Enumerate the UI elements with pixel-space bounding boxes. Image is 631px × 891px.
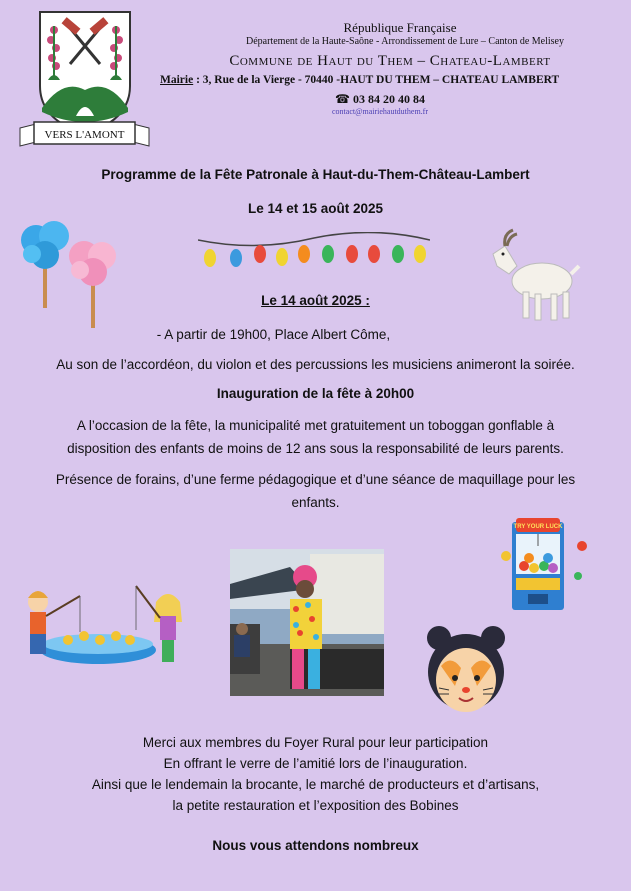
program-title: Programme de la Fête Patronale à Haut-du-Them-Château-Lambert (101, 167, 530, 182)
claw-machine-sign: TRY YOUR LUCK (513, 524, 563, 530)
thanks-line-4: la petite restauration et l’exposition des Bobines (172, 798, 459, 813)
day1-heading: Le 14 août 2025 : (261, 293, 370, 308)
clown-photo (230, 549, 384, 696)
department-line: Département de la Haute-Saône - Arrondissement de Lure – Canton de Melisey (246, 36, 564, 47)
republic-line: République Française (343, 20, 457, 35)
email-link[interactable]: contact@mairiehautduthem.fr (332, 107, 428, 116)
string-lights-illustration (198, 232, 430, 272)
phone-line (335, 92, 425, 107)
goat-illustration (487, 226, 582, 326)
inauguration-heading: Inauguration de la fête à 20h00 (216, 386, 415, 401)
mairie-address-line (160, 74, 620, 86)
crest-banner-text: VERS L'AMONT (44, 129, 125, 141)
toboggan-text-2: disposition des enfants de moins de 12 ans sous la responsabilité de leurs parents. (67, 441, 564, 456)
toboggan-text-1: A l’occasion de la fête, la municipalité met gratuitement un toboggan gonflable à (76, 418, 555, 433)
face-paint-illustration (417, 620, 515, 718)
duck-fishing-illustration (18, 580, 188, 672)
presence-text-2: enfants. (291, 495, 340, 510)
phone-icon: ☎ (335, 92, 350, 106)
claw-machine-illustration (498, 516, 590, 616)
closing-text: Nous vous attendons nombreux (212, 838, 419, 853)
commune-name: Commune de Haut du Them – Chateau-Lambert (229, 53, 551, 69)
presence-text-1: Présence de forains, d’une ferme pédagogique et d’une séance de maquillage pour les (55, 472, 576, 487)
mairie-address: : 3, Rue de la Vierge - 70440 -HAUT DU THEM – CHATEAU LAMBERT (193, 74, 560, 86)
day1-music-text: Au son de l’accordéon, du violon et des percussions les musiciens animeront la soirée. (56, 357, 575, 372)
mairie-label: Mairie (160, 74, 194, 86)
commune-crest-logo (18, 8, 151, 148)
event-dates: Le 14 et 15 août 2025 (247, 201, 384, 216)
thanks-line-3: Ainsi que le lendemain la brocante, le marché de producteurs et d’artisans, (91, 777, 540, 792)
phone-number: 03 84 20 40 84 (352, 92, 425, 106)
day1-start-time: - A partir de 19h00, Place Albert Côme, (156, 327, 391, 342)
cotton-candy-illustration (18, 210, 123, 332)
thanks-line-1: Merci aux membres du Foyer Rural pour leur participation (142, 735, 489, 750)
thanks-line-2: En offrant le verre de l’amitié lors de l’inauguration. (163, 756, 468, 771)
